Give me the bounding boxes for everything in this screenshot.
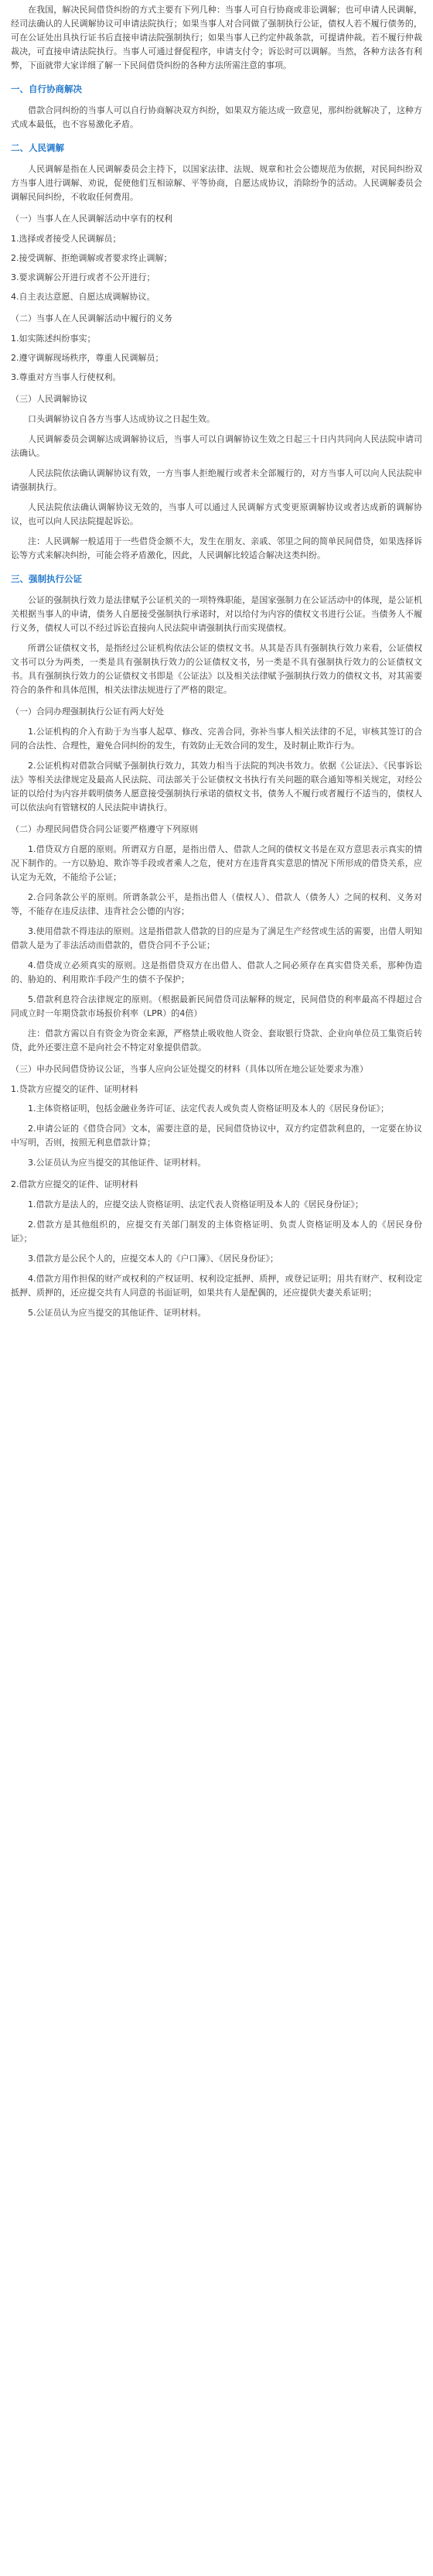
principle-paragraph: 2.合同条款公平的原则。所谓条款公平，是指出借人（债权人）、借款人（债务人）之间的权利、义务对等，不能存在违反法律、违背社会公德的内容； — [11, 892, 422, 916]
principle-paragraph: 1.借贷双方自愿的原则。所谓双方自愿，是指出借人、借款人之间的债权文书是在双方意思表示真实的情况下制作的。一方以胁迫、欺诈等手段或者乘人之危，使对方在违背真实意思的情况下所形成的借贷关系，应认定为无效，不能给予公证； — [11, 844, 422, 882]
section-paragraph: 3.借款方是公民个人的，应提交本人的《户口簿》、《居民身份证》； — [28, 1254, 278, 1264]
note-paragraph: 注：借款方需以自有资金为资金来源，严格禁止吸收他人资金、套取银行贷款、企业向单位员工集资后转贷，此外还要注意不是向社会不特定对象提供借款。 — [11, 1028, 422, 1052]
list-item: 1.选择或者接受人民调解员； — [11, 234, 121, 244]
section-paragraph: 2.申请公证的《借贷合同》文本，需要注意的是，民间借贷协议中，双方约定借款利息的，一定要在协议中写明，否则，按照无利息借款计算； — [11, 1124, 422, 1148]
subsection-heading: （一）合同办理强制执行公证有两大好处 — [11, 706, 164, 717]
section-paragraph: 2.借款方是其他组织的，应提交有关部门制发的主体资格证明、负责人资格证明及本人的《居民身份证》； — [11, 1220, 422, 1244]
section-paragraph: 4.借款方用作担保的财产或权利的产权证明、权利设定抵押、质押，或登记证明；用共有财产、权利设定抵押、质押的，还应提交共有人同意的书面证明，如果共有人是配偶的，还应提供夫妻关系证明； — [11, 1274, 422, 1298]
section-paragraph: 1.借款方是法人的，应提交法人资格证明、法定代表人资格证明及本人的《居民身份证》； — [28, 1199, 363, 1209]
section-paragraph: 人民调解是指在人民调解委员会主持下，以国家法律、法规、规章和社会公德规范为依据，对民间纠纷双方当事人进行调解、劝说，促使他们互相谅解、平等协商，自愿达成协议，消除纷争的活动。人民调解委员会调解民间纠纷，不收取任何费用。 — [11, 164, 422, 202]
subsection-heading: （二）当事人在人民调解活动中履行的义务 — [11, 313, 172, 323]
list-item: 1.如实陈述纠纷事实； — [11, 334, 96, 344]
section-paragraph: 口头调解协议自各方当事人达成协议之日起生效。 — [28, 414, 215, 424]
list-item: 2.接受调解、拒绝调解或者要求终止调解； — [11, 253, 172, 263]
section-paragraph: 人民调解委员会调解达成调解协议后，当事人可以自调解协议生效之日起三十日内共同向人民法院申请司法确认。 — [11, 434, 422, 458]
section-heading: 二、人民调解 — [11, 142, 64, 153]
section-paragraph: 3.公证员认为应当提交的其他证件、证明材料。 — [28, 1158, 206, 1168]
list-item: 4.自主表达意愿、自愿达成调解协议。 — [11, 292, 155, 302]
intro-paragraph: 在我国，解决民间借贷纠纷的方式主要有下列几种：当事人可自行协商或非讼调解；也可申请人民调解，经司法确认的人民调解协议可申请法院执行；如果当事人对合同做了强制执行公证，债权人若不履行债务的，可在公证处出具执行证书后直接申请法院强制执行；如果当事人已约定仲裁条款，可提请仲裁。若不履行仲裁裁决，可直接申请法院执行。当事人可通过督促程序，申请支付令；诉讼时可以调解。当然，各种方法各有利弊，下面就带大家详细了解一下民间借贷纠纷的各种方法所需注意的事项。 — [11, 5, 422, 70]
section-paragraph: 5.公证员认为应当提交的其他证件、证明材料。 — [28, 1308, 206, 1318]
section-paragraph: 1.主体资格证明，包括金融业务许可证、法定代表人或负责人资格证明及本人的《居民身份证》； — [28, 1103, 389, 1114]
section-paragraph: 借款合同纠纷的当事人可以自行协商解决双方纠纷，如果双方能达成一致意见，那纠纷就解决了，这种方式成本最低，也不容易激化矛盾。 — [11, 105, 422, 129]
principle-paragraph: 5.借款利息符合法律规定的原则。（根据最新民间借贷司法解释的规定，民间借贷的利率最高不得超过合同成立时一年期贷款市场报价利率（LPR）的4倍） — [11, 994, 422, 1018]
section-heading: 一、自行协商解决 — [11, 84, 82, 94]
subsection-heading: （二）办理民间借贷合同公证要严格遵守下列原则 — [11, 824, 198, 834]
principle-paragraph: 4.借贷成立必须真实的原则。这是指借贷双方在出借人、借款人之间必须存在真实借贷关系，那种伪造的、胁迫的、利用欺诈手段产生的债不予保护； — [11, 960, 422, 984]
principle-paragraph: 3.使用借款不得违法的原则。这是指借款人借款的目的应是为了满足生产经营或生活的需要，出借人明知借款人是为了非法活动而借款的，借贷合同不予公证； — [11, 926, 422, 950]
list-heading: 1.贷款方应提交的证件、证明材料 — [11, 1084, 138, 1094]
section-paragraph: 人民法院依法确认调解协议有效，一方当事人拒绝履行或者未全部履行的，对方当事人可以向人民法院申请强制执行。 — [11, 468, 422, 492]
section-paragraph: 1.公证机构的介入有助于为当事人起草、修改、完善合同，弥补当事人相关法律的不足，审核其签订的合同的合法性、合理性，避免合同纠纷的发生，有效防止无效合同的发生，及时制止欺诈行为。 — [11, 727, 422, 751]
note-paragraph: 注：人民调解一般适用于一些借贷金额不大，发生在朋友、亲戚、邻里之间的简单民间借贷，如果选择诉讼等方式来解决纠纷，可能会将矛盾激化，因此，人民调解比较适合解决这类纠纷。 — [11, 536, 422, 560]
section-heading: 三、强制执行公证 — [11, 573, 82, 584]
subsection-heading: （三）申办民间借贷协议公证，当事人应向公证处提交的材料（具体以所在地公证处要求为准） — [11, 1064, 368, 1074]
list-item: 3.尊重对方当事人行使权利。 — [11, 372, 121, 382]
list-item: 3.要求调解公开进行或者不公开进行； — [11, 272, 155, 282]
list-item: 2.遵守调解现场秩序，尊重人民调解员； — [11, 353, 164, 363]
subsection-heading: 2.借款方应提交的证件、证明材料 — [11, 1179, 138, 1189]
section-paragraph: 公证的强制执行效力是法律赋予公证机关的一项特殊职能，是国家强制力在公证活动中的体现，是公证机关根据当事人的申请，债务人自愿接受强制执行承诺时，对以给付为内容的债权文书进行公证。当债务人不履行义务，债权人可以不经过诉讼直接向人民法院申请强制执行而实现债权。 — [11, 595, 422, 633]
subsection-heading: （一）当事人在人民调解活动中享有的权利 — [11, 214, 172, 224]
section-paragraph: 人民法院依法确认调解协议无效的，当事人可以通过人民调解方式变更原调解协议或者达成新的调解协议，也可以向人民法院提起诉讼。 — [11, 502, 422, 526]
section-paragraph: 所谓公证债权文书，是指经过公证机构依法公证的债权文书。从其是否具有强制执行效力来看，公证债权文书可以分为两类，一类是具有强制执行效力的公证债权文书，另一类是不具有强制执行效力的公证债权文书。具有强制执行效力的公证债权文书即是《公证法》以及相关法律赋予强制执行效力的债权文书，对其需要符合的条件和具体范围，相关法律法规进行了严格的限定。 — [11, 643, 422, 695]
section-paragraph: 2.公证机构对借款合同赋予强制执行效力，其效力相当于法院的判决书效力。依据《公证法》、《民事诉讼法》等相关法律规定及最高人民法院、司法部关于公证债权文书执行有关问题的联合通知等相关规定，对经公证的以给付为内容并载明债务人愿意接受强制执行承诺的债权文书，债务人不履行或者履行不适当的，债权人可以依法向有管辖权的人民法院申请执行。 — [11, 761, 422, 812]
subsection-heading: （三）人民调解协议 — [11, 394, 87, 404]
